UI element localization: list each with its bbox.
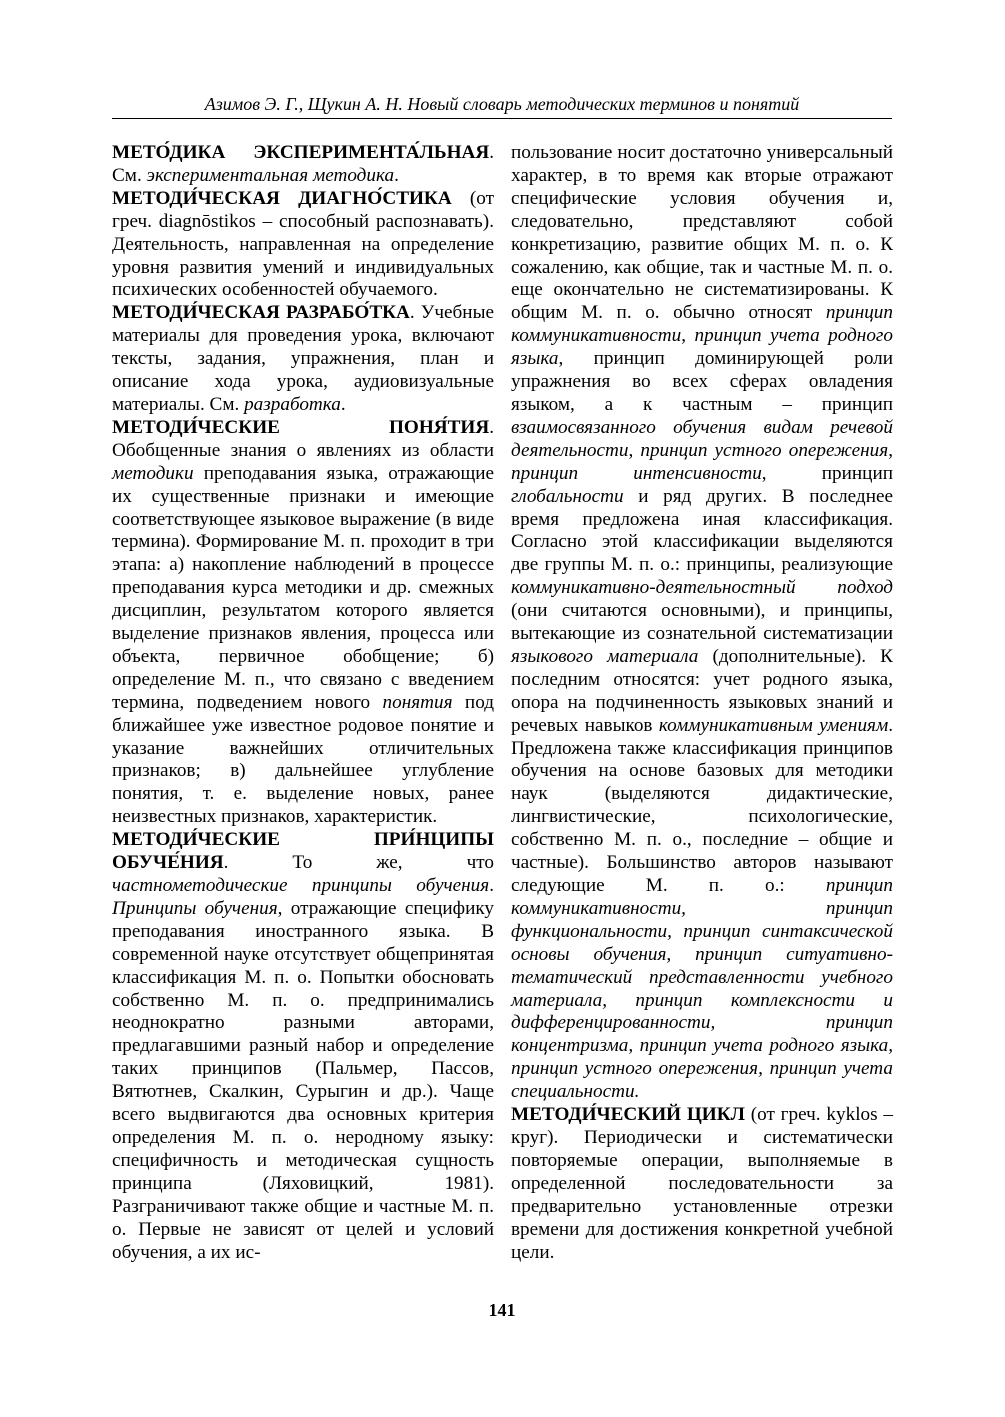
entry-text: , принцип доминирующей роли упражнения во всех сферах овладения языком, а к частным – принцип: [511, 348, 893, 415]
entry-text: .: [340, 393, 346, 415]
dictionary-entry: [112, 417, 494, 829]
entry-headword: МЕТО́ДИКА ЭКСПЕРИМЕНТА́ЛЬНАЯ: [112, 142, 490, 163]
entry-headword: МЕТОДИ́ЧЕСКИЕ ПОНЯ́ТИЯ: [112, 416, 490, 438]
dictionary-entry: [112, 302, 494, 417]
header-rule: [112, 118, 892, 119]
entry-headword: МЕТОДИ́ЧЕСКИЙ ЦИКЛ: [511, 1104, 745, 1126]
entry-cross-reference: частнометодические принципы обучения: [112, 875, 490, 896]
entry-text: (они считаются основными), и принципы, вытекающие из сознательной систематизации: [511, 600, 893, 645]
entry-cross-reference: коммуникативно-деятельностный подход: [511, 577, 893, 599]
entry-cross-reference: понятия: [382, 691, 453, 713]
entry-text: . См.: [112, 142, 494, 186]
running-header: Азимов Э. Г., Щукин А. Н. Новый словарь методических терминов и понятий: [204, 94, 800, 114]
entry-text: . Предложена также классификация принципов обучения на основе базовых для методики наук (выделяются дидактические, лингвистические, психологические, собственно М. п. о., последние – общие и частные). Большинство авторов называют следующие М. п. о.:: [511, 714, 893, 896]
dictionary-entry: [112, 829, 494, 1264]
entry-text: . То же, что: [223, 852, 494, 874]
entry-text: пользование носит достаточно универсальный характер, в то время как вторые отражают специфические условия обучения и, следовательно, представляют собой конкретизацию, развитие общих М. п. о. К сожалению, как общие, так и частные М. п. о. еще окончательно не систематизированы. К общим М. п. о. обычно относят: [511, 142, 893, 324]
entry-cross-reference: методики: [112, 462, 194, 484]
entry-cross-reference: разработка: [244, 393, 341, 415]
entry-headword: МЕТОДИ́ЧЕСКАЯ РАЗРАБО́ТКА: [112, 302, 410, 324]
entry-text: ,: [628, 439, 641, 461]
entry-cross-reference: экспериментальная методика: [146, 164, 395, 186]
entry-cross-reference: языкового материала: [511, 645, 699, 667]
entry-cross-reference: принцип коммуникативности: [511, 302, 893, 347]
entry-cross-reference: взаимосвязанного обучения видам речевой деятельности: [511, 416, 893, 461]
entry-headword: МЕТОДИ́ЧЕСКИЕ ПРИ́НЦИПЫ ОБУЧЕ́НИЯ: [112, 829, 494, 874]
entry-text: . Учебные материалы для проведения урока, включают тексты, задания, упражнения, план и описание хода урока, аудиовизуальные материалы. См.: [112, 302, 494, 415]
dictionary-entry: [112, 188, 494, 303]
entry-headword: МЕТОДИ́ЧЕСКАЯ ДИАГНО́СТИКА: [112, 187, 452, 209]
entry-text: .: [489, 875, 494, 896]
entry-text: (от греч. diagnōstikos – способный распознавать). Деятельность, направленная на определение уровня развития умений и индивидуальных психических особенностей обучаемого.: [112, 187, 494, 301]
right-column: [511, 142, 893, 1264]
page-number: 141: [488, 1300, 516, 1320]
entry-cross-reference: принцип интенсивности: [511, 462, 762, 484]
entry-text: ,: [681, 325, 695, 347]
entry-text: и ряд других. В последнее время предложена иная классификация. Согласно этой классификации выделяются две группы М. п. о.: принципы, реализующие: [511, 485, 893, 576]
dictionary-entry: [112, 142, 494, 188]
entry-text: ,: [888, 439, 893, 461]
entry-text: под ближайшее уже известное родовое понятие и указание важнейших отличительных признаков; в) дальнейшее углубление понятия, т. е. выделение новых, ранее неизвестных признаков, характеристик.: [112, 691, 495, 828]
left-column: [112, 142, 494, 1264]
dictionary-entry: [511, 142, 893, 1104]
dictionary-entry: [511, 1104, 893, 1264]
entry-cross-reference: Принципы обучения: [112, 897, 278, 919]
entry-cross-reference: принцип учета родного языка: [511, 325, 893, 370]
entry-cross-reference: принцип устного опережения: [640, 439, 889, 461]
entry-cross-reference: принцип коммуникативности, принцип функциональности, принцип синтаксической основы обучения, принцип ситуативно-тематический представленности учебного материала, принцип комплексности и дифференцированности, принцип концентризма, принцип учета родного языка, принцип устного опережения, принцип учета специальности.: [511, 875, 893, 1103]
entry-text: преподавания языка, отражающие их существенные признаки и имеющие соответствующее языковое выражение (в виде термина). Формирование М. п. проходит в три этапа: а) накопление наблюдений в процессе преподавания курса методики и др. смежных дисциплин, результатом которого является выделение признаков явления, процесса или объекта, первичное обобщение; б) определение М. п., что связано с введением термина, подведением нового: [112, 462, 494, 713]
entry-text: (дополнительные). К последним относятся: учет родного языка, опора на подчиненность языковых знаний и речевых навыков: [511, 645, 893, 736]
entry-cross-reference: коммуникативным умениям: [658, 714, 889, 736]
entry-text: , принцип: [761, 462, 893, 484]
entry-text: .: [394, 164, 399, 186]
entry-text: (от греч. kyklos – круг). Периодически и систематически повторяемые операции, выполняемые в определенной последовательности за предварительно установленные отрезки времени для достижения конкретной учебной цели.: [511, 1104, 893, 1263]
entry-text: . Обобщенные знания о явлениях из области: [112, 416, 494, 461]
entry-text: , отражающие специфику преподавания иностранного языка. В современной науке отсутствует общепринятая классификация М. п. о. Попытки обосновать собственно М. п. о. предпринимались неоднократно разными авторами, предлагавшими разный набор и определение таких принципов (Пальмер, Пассов, Вятютнев, Скалкин, Сурыгин и др.). Чаще всего выдвигаются два основных критерия определения М. п. о. неродному языку: специфичность и методическая сущность принципа (Ляховицкий, 1981). Разграничивают также общие и частные М. п. о. Первые не зависят от целей и условий обучения, а их ис-: [112, 897, 494, 1263]
entry-cross-reference: глобальности: [511, 485, 624, 507]
